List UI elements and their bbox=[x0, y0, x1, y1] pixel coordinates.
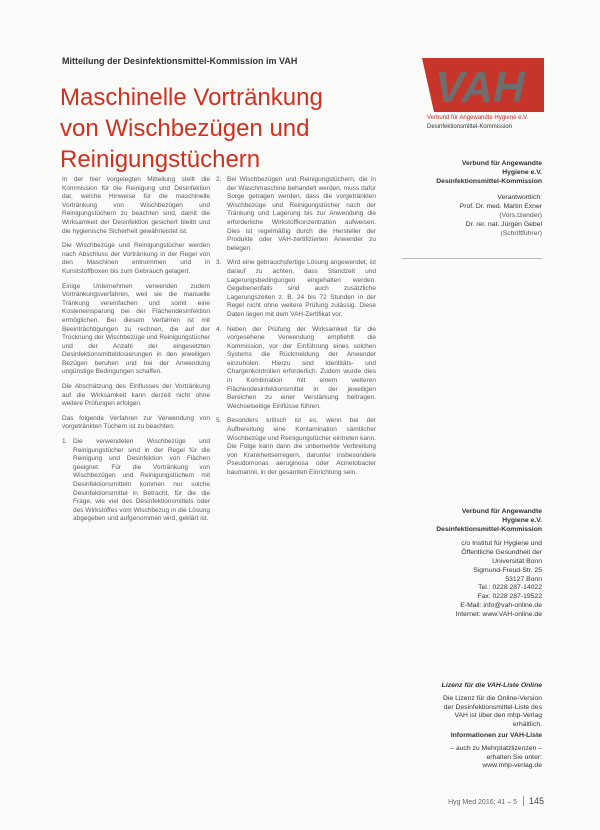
article-column-1 bbox=[62, 176, 210, 530]
address-line: Universität Bonn bbox=[492, 557, 542, 565]
license-line: erhältlich. bbox=[512, 721, 542, 729]
title-line-1: Maschinelle Vortränkung bbox=[60, 84, 323, 111]
article-column-2 bbox=[216, 176, 376, 484]
info-line: – auch zu Mehrplatzlizenzen – bbox=[450, 744, 542, 752]
org-line: Desinfektionsmittel-Kommission bbox=[436, 177, 542, 185]
paragraph: Einige Unternehmen verwenden zudem Vortränkungsverfahren, weil sie die manuelle Tränkung vereinfachen und somit eine Kosteneinsparung bei der Flächendesinfektion ermöglichen. Bei diesem Verfahren ist mit Beeinträchtigungen zu rechnen, die auf der Trocknung der Wischbezüge und Reinigungstücher und der Anzahl der eingesetzten Desinfektionsmitteldosierungen in den jeweiligen Bezügen beruhen und bei der Anwendung ungünstige Bedingungen schaffen. bbox=[62, 282, 210, 376]
contact-box bbox=[392, 508, 542, 620]
list-text: Die verwendeten Wischbezüge und Reinigungstücher sind in der Regel für die Reinigung und Desinfektion von Flächen geeignet. Für die Vortränkung von Wischbezügen und Reinigungstüchern mit Desinfektionsmitteln kommen nur solche Desinfektionsmittel in Betracht, für die die Frage, wie viel des Desinfektionsmittels oder des Wirkstoffes vom Wischbezug in die Lösung abgegeben und aufgenommen wird, geklärt ist. bbox=[73, 438, 210, 523]
person-role: (Vors.tzender) bbox=[499, 211, 542, 219]
title-line-2: von Wischbezügen und bbox=[60, 115, 310, 142]
logo-subtagline: Desinfektionsmittel-Kommission bbox=[427, 124, 513, 130]
license-heading: Lizenz für die VAH-Liste Online bbox=[441, 682, 542, 689]
page-footer bbox=[448, 796, 544, 806]
page-number: 145 bbox=[523, 796, 544, 806]
logo-tagline: Verbund für Angewandte Hygiene e.V. bbox=[427, 115, 529, 121]
logo-mark: VAH bbox=[435, 63, 525, 112]
website-link[interactable]: Internet: www.VAH-online.de bbox=[455, 610, 542, 618]
list-item bbox=[216, 417, 376, 477]
list-number: 4. bbox=[216, 325, 222, 333]
list-text: Besonders kritisch ist es, wenn bei der Aufbereitung eine Kontamination sämtlicher Wischbezüge und Reinigungstücher eintreten kann. Die Folge kann dann die unbemerkte Verbreitung von Krankheitserregern, darunter insbesondere Pseudomonas aeruginosa oder Acinetobacter baumannii, in der gesamten Einrichtung sein. bbox=[227, 417, 376, 476]
title-line-3: Reinigungstüchern bbox=[60, 146, 261, 173]
list-item bbox=[216, 176, 376, 253]
list-item bbox=[62, 438, 210, 524]
list-number: 3. bbox=[216, 259, 222, 267]
list-number: 1. bbox=[62, 438, 68, 446]
info-link[interactable]: www.mhp-verlag.de bbox=[482, 762, 542, 770]
list-text: Bei Wischbezügen und Reinigungstüchern, die in der Waschmaschine behandelt werden, muss dafür Sorge getragen werden, dass die vorgetränkten Wischbezüge und Reinigungstücher nach der Tränkung und Lagerung bis zur Anwendung die erforderliche Wirkstoffkonzentration aufweisen. Dies ist regelmäßig durch die Hersteller der Produkte oder VAH-zertifizierten Anwender zu belegen. bbox=[227, 176, 376, 252]
kicker: Mitteilung der Desinfektionsmittel-Kommission im VAH bbox=[62, 56, 298, 66]
list-number: 5. bbox=[216, 417, 222, 425]
phone-line: Tel.: 0228 287-14022 bbox=[478, 584, 542, 592]
journal-citation: Hyg Med 2016; 41 – 5 bbox=[448, 799, 517, 806]
org-line: Verbund für Angewandte bbox=[461, 160, 542, 167]
license-line: der Desinfektionsmittel-Liste des bbox=[443, 703, 542, 711]
fax-line: Fax: 0228 287-19522 bbox=[477, 593, 542, 601]
list-text: Wird eine gebrauchsfertige Lösung angewendet, ist darauf zu achten, dass Standzeit und Lagerungsbedingungen eingehalten werden. Gegebenenfalls sind auch zusätzliche Lagerungszeiten z. B. 24 bis 72 Stunden in der Regel nicht ohne weitere Prüfung zulässig. Diese Daten liegen mit dem VAH-Zertifikat vor. bbox=[227, 259, 376, 318]
address-line: 53127 Bonn bbox=[505, 575, 542, 583]
address-line: c/o Institut für Hygiene und bbox=[461, 540, 542, 548]
org-line: Desinfektionsmittel-Kommission bbox=[436, 525, 542, 533]
paragraph: Die Abschätzung des Einflusses der Vortränkung auf die Wirksamkeit kann derzeit nicht ohne weitere Prüfungen erfolgen. bbox=[62, 383, 210, 408]
list-item bbox=[216, 326, 376, 412]
org-line: Hygiene e.V. bbox=[502, 516, 542, 524]
person-line: Prof. Dr. med. Martin Exner bbox=[459, 203, 542, 211]
divider bbox=[402, 258, 542, 259]
license-line: VAH ist über den mhp-Verlag bbox=[454, 712, 542, 720]
info-heading: Informationen zur VAH-Liste bbox=[450, 732, 542, 739]
email-link[interactable]: E-Mail: info@vah-online.de bbox=[460, 601, 542, 609]
list-text: Neben der Prüfung der Wirksamkeit für die vorgesehene Verwendung empfiehlt die Kommission, vor der Einführung eines solchen Systems die Rückmeldung der Anwender einzuholen. Hierzu sind Identitäts- und Chargenkontrollen erforderlich. Zudem wurde dies in Kombination mit einem weiteren Flächendesinfektionsmittel in der jeweiligen Bereichen zu einer Verstärkung beitragen. Wechselseitige Einflüsse führen. bbox=[227, 325, 376, 410]
article-title bbox=[60, 82, 400, 175]
paragraph: In der hier vorgelegten Mitteilung stellt die Kommission für die Reinigung und Desinfektion dar, welche Hinweise für die maschinelle Vortränkung von Wischbezügen und Reinigungstüchern zu beachten sind, damit die Wirksamkeit der Desinfektion gesichert bleibt und die hygienische Sicherheit gewährleistet ist. bbox=[62, 176, 210, 235]
paragraph: Die Wischbezüge und Reinigungstücher werden nach Abschluss der Vortränkung in der Regel von den Maschinen entnommen und in Kunststoffboxen bis zum Gebrauch gelagert. bbox=[62, 242, 210, 275]
org-line: Verbund für Angewandte bbox=[461, 508, 542, 515]
info-line: erhalten Sie unter: bbox=[486, 753, 542, 761]
list-item bbox=[216, 259, 376, 319]
license-box bbox=[392, 682, 542, 730]
address-line: Öffentliche Gesundheit der bbox=[461, 549, 542, 557]
info-box bbox=[392, 732, 542, 771]
commission-box bbox=[392, 160, 542, 238]
person-role: (Schriftführer) bbox=[500, 229, 542, 237]
license-line: Die Lizenz für die Online-Version bbox=[443, 694, 542, 702]
paragraph: Das folgende Verfahren zur Verwendung von vorgetränkten Tüchern ist zu beachten: bbox=[62, 414, 210, 431]
responsible-label: Verantwortlich: bbox=[497, 194, 542, 202]
person-line: Dr. rer. nat. Jürgen Gebel bbox=[465, 220, 542, 228]
org-line: Hygiene e.V. bbox=[502, 168, 542, 176]
address-line: Sigmund-Freud-Str. 25 bbox=[473, 566, 542, 574]
list-number: 2. bbox=[216, 176, 222, 183]
